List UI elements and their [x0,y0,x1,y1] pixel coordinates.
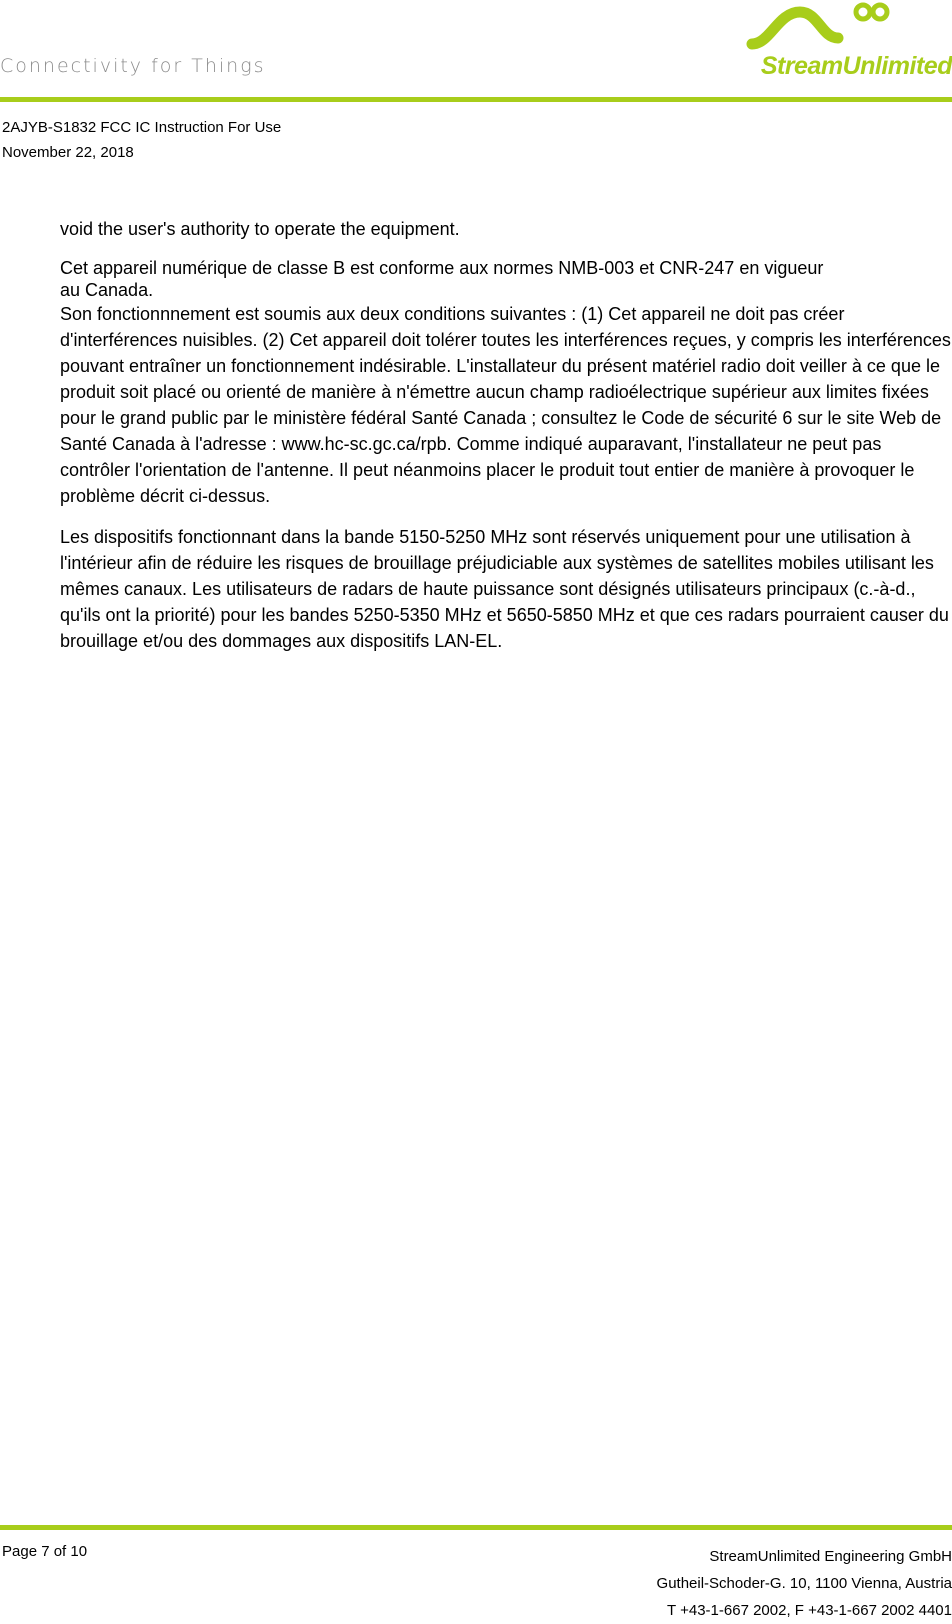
company-phone: T +43-1-667 2002, F +43-1-667 2002 4401 [667,1602,952,1619]
paragraph-1 [60,216,952,242]
document-title: 2AJYB-S1832 FCC IC Instruction For Use [2,119,282,136]
logo-wordmark: StreamUnlimited [760,52,952,80]
logo-wave-icon [730,0,952,60]
document-date: November 22, 2018 [2,144,134,161]
company-address-block [657,1543,952,1624]
company-name: StreamUnlimited Engineering GmbH [709,1548,952,1565]
paragraph-2 [60,257,952,509]
paragraph-text: Les dispositifs fonctionnant dans la bande 5150-5250 MHz sont réservés uniquement pour une utilisation à l'intérieur afin de réduire les risques de brouillage préjudiciable aux systèmes de satellites mobiles utilisant les mêmes canaux. Les utilisateurs de radars de haute puissance sont désignés utilisateurs principaux (c.-à-d., qu'ils ont la priorité) pour les bandes 5250-5350 MHz et 5650-5850 MHz et que ces radars pourraient causer du brouillage et/ou des dommages aux dispositifs LAN-EL. [60,527,949,651]
page-number: Page 7 of 10 [2,1543,88,1560]
footer-rule [0,1525,952,1530]
document-body [60,216,952,669]
streamunlimited-logo [730,0,952,90]
tagline: Connectivity for Things [0,55,266,77]
header-rule [0,97,952,102]
paragraph-text: Son fonctionnnement est soumis aux deux conditions suivantes : (1) Cet appareil ne doit pas créer d'interférences nuisibles. (2) Cet appareil doit tolérer toutes les interférences reçues, y compris les interférences pouvant entraîner un fonctionnement indésirable. L'installateur du présent matériel radio doit veiller à ce que le produit soit placé ou orienté de manière à n'émettre aucun champ radioélectrique supérieur aux limites fixées pour le grand public par le ministère fédéral Santé Canada ; consultez le Code de sécurité 6 sur le site Web de Santé Canada à l'adresse : www.hc-sc.gc.ca/rpb. Comme indiqué auparavant, l'installateur ne peut pas contrôler l'orientation de l'antenne. Il peut néanmoins placer le produit tout entier de manière à provoquer le problème décrit ci-dessus. [60,304,951,506]
paragraph-3 [60,524,952,654]
company-address: Gutheil-Schoder-G. 10, 1100 Vienna, Austria [656,1575,952,1592]
paragraph-line: au Canada. [60,280,154,300]
paragraph-text: void the user's authority to operate the equipment. [60,219,460,239]
paragraph-line: Cet appareil numérique de classe B est conforme aux normes NMB-003 et CNR-247 en vigueur [60,258,824,278]
